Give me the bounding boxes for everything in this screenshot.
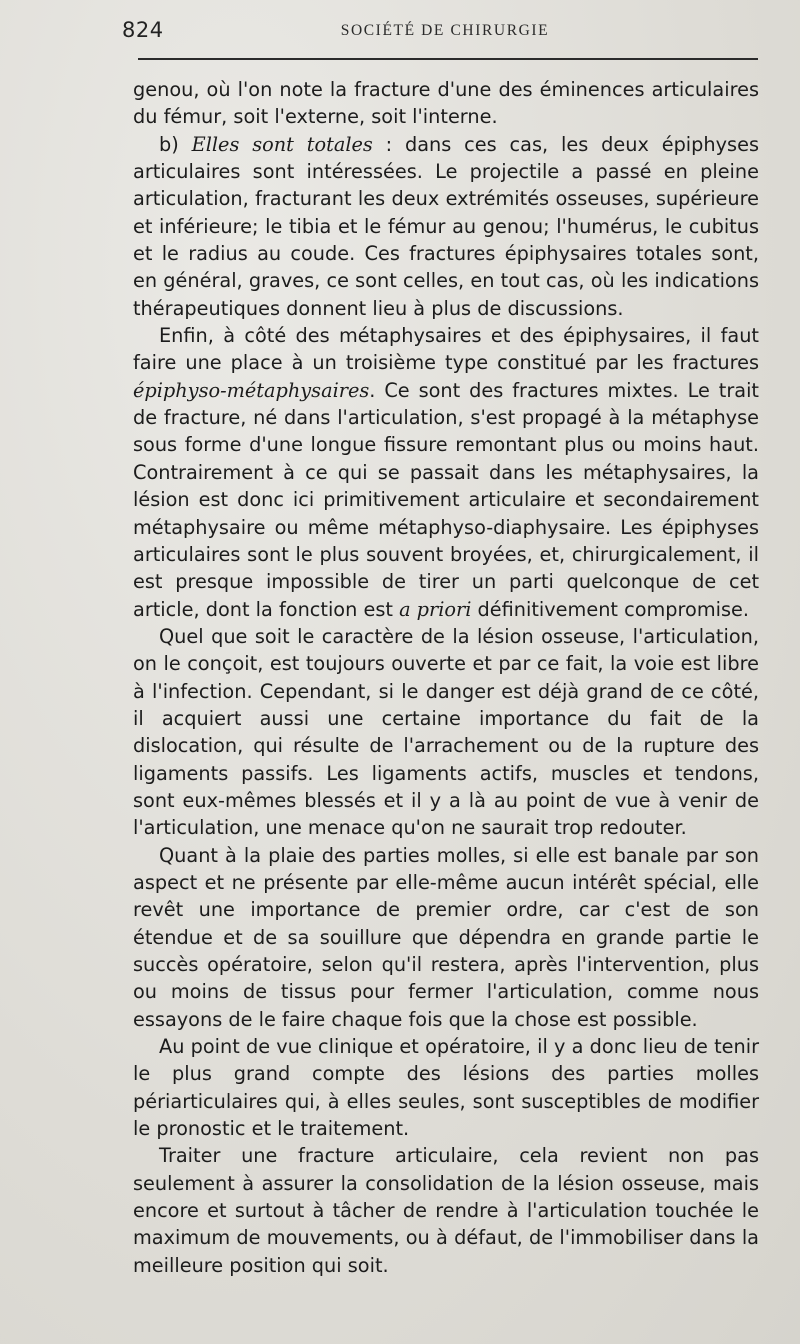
body-text	[133, 76, 759, 1279]
text-segment: définitivement compromise.	[471, 597, 749, 621]
text-segment: Quant à la plaie des parties molles, si elle est banale par son aspect et ne présente par elle-même aucun intérêt spécial, elle revêt une importance de premier ordre, car c'est de son étendue et de sa souillure que dépendra en grande partie le succès opératoire, selon qu'il restera, après l'intervention, plus ou moins de tissus pour fermer l'articulation, comme nous essayons de le faire chaque fois que la chose est possible.	[133, 843, 759, 1031]
text-segment: Enfin, à côté des métaphysaires et des épiphysaires, il faut faire une place à un troisième type constitué par les fractures	[133, 324, 759, 375]
text-segment: : dans ces cas, les deux épiphyses articulaires sont intéressées. Le projectile a passé en pleine articulation, fracturant les deux extrémités osseuses, supérieure et inférieure; le tibia et le fémur au genou; l'humérus, le cubitus et le radius au coude. Ces fractures épiphysaires totales sont, en général, graves, ce sont celles, en tout cas, où les indications thérapeutiques donnent lieu à plus de discussions.	[133, 132, 759, 320]
text-segment: . Ce sont des fractures mixtes. Le trait de fracture, né dans l'articulation, s'est propagé à la métaphyse sous forme d'une longue fissure remontant plus ou moins haut. Contrairement à ce qui se passait dans les métaphysaires, la lésion est donc ici primitivement articulaire et secondairement métaphysaire ou même métaphyso-diaphysaire. Les épiphyses articulaires sont le plus souvent broyées, et, chirurgicalement, il est presque impossible de tirer un parti quelconque de cet article, dont la fonction est	[133, 378, 759, 621]
page-header	[122, 14, 760, 50]
paragraph	[133, 1033, 759, 1142]
paragraph	[133, 842, 759, 1033]
paragraph	[133, 76, 759, 131]
italic-text: a priori	[399, 597, 472, 621]
paragraph	[133, 1142, 759, 1279]
paragraph	[133, 131, 759, 322]
header-rule	[138, 58, 758, 60]
page-number: 824	[122, 18, 164, 42]
text-segment: Au point de vue clinique et opératoire, il y a donc lieu de tenir le plus grand compte des lésions des parties molles périarticulaires qui, à elles seules, sont susceptibles de modifier le pronostic et le traitement.	[133, 1035, 759, 1141]
italic-text: épiphyso-métaphysaires	[133, 378, 370, 402]
text-segment: Quel que soit le caractère de la lésion osseuse, l'articulation, on le conçoit, est toujours ouverte et par ce fait, la voie est libre à l'infection. Cependant, si le danger est déjà grand de ce côté, il acquiert aussi une certaine importance du fait de la dislocation, qui résulte de l'arrachement ou de la rupture des ligaments passifs. Les ligaments actifs, muscles et tendons, sont eux-mêmes blessés et il y a là au point de vue à venir de l'articulation, une menace qu'on ne saurait trop redouter.	[133, 624, 759, 840]
text-segment: genou, où l'on note la fracture d'une des éminences articulaires du fémur, soit l'externe, soit l'interne.	[133, 78, 759, 129]
paragraph	[133, 623, 759, 842]
paragraph	[133, 322, 759, 623]
italic-text: Elles sont totales	[191, 132, 373, 156]
running-title: SOCIÉTÉ DE CHIRURGIE	[340, 22, 550, 39]
text-segment: b)	[159, 132, 192, 156]
text-segment: Traiter une fracture articulaire, cela revient non pas seulement à assurer la consolidation de la lésion osseuse, mais encore et surtout à tâcher de rendre à l'articulation touchée le maximum de mouvements, ou à défaut, de l'immobiliser dans la meilleure position qui soit.	[133, 1144, 759, 1277]
